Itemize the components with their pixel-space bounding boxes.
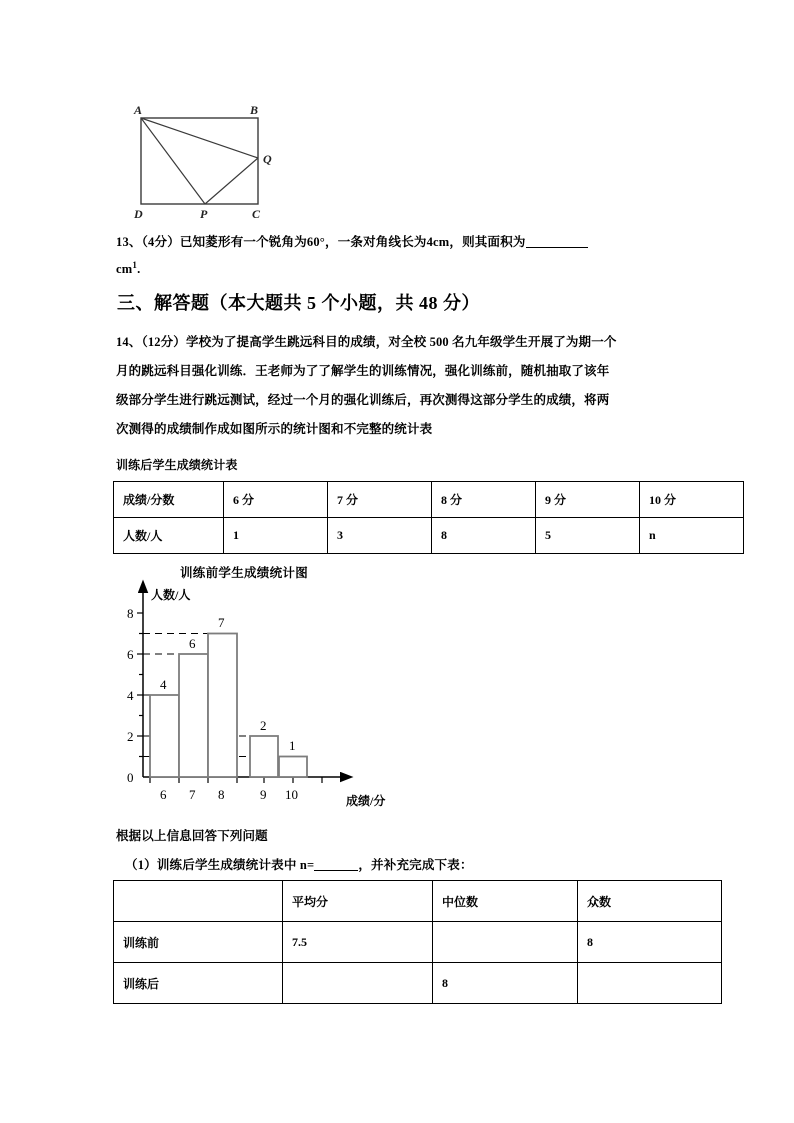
chart-ytick-1: 2: [127, 729, 134, 744]
table-row-after: [114, 963, 722, 1004]
bar-6: [150, 695, 179, 777]
score-cell-0: 6 分: [224, 482, 328, 518]
chart-ytick-2: 4: [127, 688, 134, 703]
score-cell-4: 10 分: [640, 482, 744, 518]
stats-row-label-before: 训练前: [114, 922, 283, 963]
score-cell-3: 9 分: [536, 482, 640, 518]
table-row-scores: [114, 482, 744, 518]
question-14-prompt: 根据以上信息回答下列问题: [116, 829, 268, 843]
bar-8: [208, 634, 237, 778]
stats-col-mean: 平均分: [283, 881, 433, 922]
stats-row-label-after: 训练后: [114, 963, 283, 1004]
stats-after-mean[interactable]: [283, 963, 433, 1004]
bar-7: [179, 654, 208, 777]
chart-ytick-3: 6: [127, 647, 134, 662]
chart-xtick-2: 8: [218, 787, 225, 802]
stats-after-median[interactable]: 8: [433, 963, 578, 1004]
bar-label-9: 2: [260, 718, 267, 733]
question-13-line-1: [116, 232, 588, 250]
question-13-period: .: [137, 262, 141, 277]
table-row-counts: [114, 518, 744, 554]
chart-ylabel: 人数/人: [151, 588, 191, 602]
chart-xtick-4: 10: [285, 787, 298, 802]
question-14-line-3: 级部分学生进行跳远测试，经过一个月的强化训练后，再次测得这部分学生的成绩，将两: [116, 393, 610, 407]
chart-ytick-4: 8: [127, 606, 134, 621]
bar-10: [279, 757, 307, 778]
chart-xtick-0: 6: [160, 787, 167, 802]
bar-label-8: 7: [218, 615, 225, 630]
chart-title: 训练前学生成绩统计图: [180, 566, 309, 580]
count-cell-0: 1: [224, 518, 328, 554]
stats-col-mode: 众数: [578, 881, 722, 922]
count-cell-4: n: [640, 518, 744, 554]
stats-before-mean[interactable]: 7.5: [283, 922, 433, 963]
question-14-line-2: 月的跳远科目强化训练．王老师为了了解学生的训练情况，强化训练前，随机抽取了该年: [116, 364, 610, 378]
svg-text:A: A: [134, 103, 143, 117]
table-row-header: [114, 881, 722, 922]
stats-table: [113, 880, 722, 1004]
sub-1-prefix: （1）训练后学生成绩统计表中 n=: [125, 858, 315, 872]
question-13-answer-blank[interactable]: [526, 247, 588, 248]
chart-xtick-1: 7: [189, 787, 196, 802]
bar-chart-pre-training: [118, 563, 408, 823]
chart-ytick-0: 0: [127, 770, 134, 785]
chart-xlabel: 成绩/分: [346, 794, 386, 808]
question-14-sub-1: [125, 855, 473, 873]
stats-before-median[interactable]: [433, 922, 578, 963]
chart-xtick-3: 9: [260, 787, 267, 802]
row-header-score: 成绩/分数: [114, 482, 224, 518]
question-13-unit: cm: [116, 262, 133, 277]
score-cell-1: 7 分: [328, 482, 432, 518]
bar-label-10: 1: [289, 738, 296, 753]
table-row-before: [114, 922, 722, 963]
question-13-unit-superscript: 1: [132, 260, 138, 270]
svg-text:D: D: [134, 207, 143, 221]
question-14-line-1: 14、（12分）学校为了提高学生跳远科目的成绩，对全校 500 名九年级学生开展了为期一个: [116, 335, 617, 349]
sub-1-answer-blank[interactable]: [314, 870, 358, 871]
stats-after-mode[interactable]: [578, 963, 722, 1004]
section-3-heading: 三、解答题（本大题共 5 个小题，共 48 分）: [117, 293, 480, 313]
question-14-line-4: 次测得的成绩制作成如图所示的统计图和不完整的统计表: [116, 422, 433, 436]
scores-table-caption: 训练后学生成绩统计表: [116, 458, 238, 472]
geometry-figure-rectangle-abcd: [120, 100, 305, 225]
chart-svg: [118, 577, 408, 823]
count-cell-2: 8: [432, 518, 536, 554]
bar-label-6: 4: [160, 677, 167, 692]
count-cell-3: 5: [536, 518, 640, 554]
bar-9: [250, 736, 278, 777]
stats-col-median: 中位数: [433, 881, 578, 922]
stats-before-mode[interactable]: 8: [578, 922, 722, 963]
svg-text:C: C: [252, 207, 261, 221]
sub-1-suffix: ，并补充完成下表：: [358, 858, 473, 872]
svg-text:Q: Q: [263, 152, 272, 166]
bar-label-7: 6: [189, 636, 196, 651]
score-cell-2: 8 分: [432, 482, 536, 518]
stats-corner-cell: [114, 881, 283, 922]
question-13-text: 13、（4分）已知菱形有一个锐角为60°，一条对角线长为4cm，则其面积为: [116, 235, 526, 249]
count-cell-1: 3: [328, 518, 432, 554]
question-13-line-2: [116, 260, 140, 277]
svg-text:B: B: [250, 103, 259, 117]
row-header-count: 人数/人: [114, 518, 224, 554]
scores-table: [113, 481, 744, 554]
svg-text:P: P: [200, 207, 208, 221]
